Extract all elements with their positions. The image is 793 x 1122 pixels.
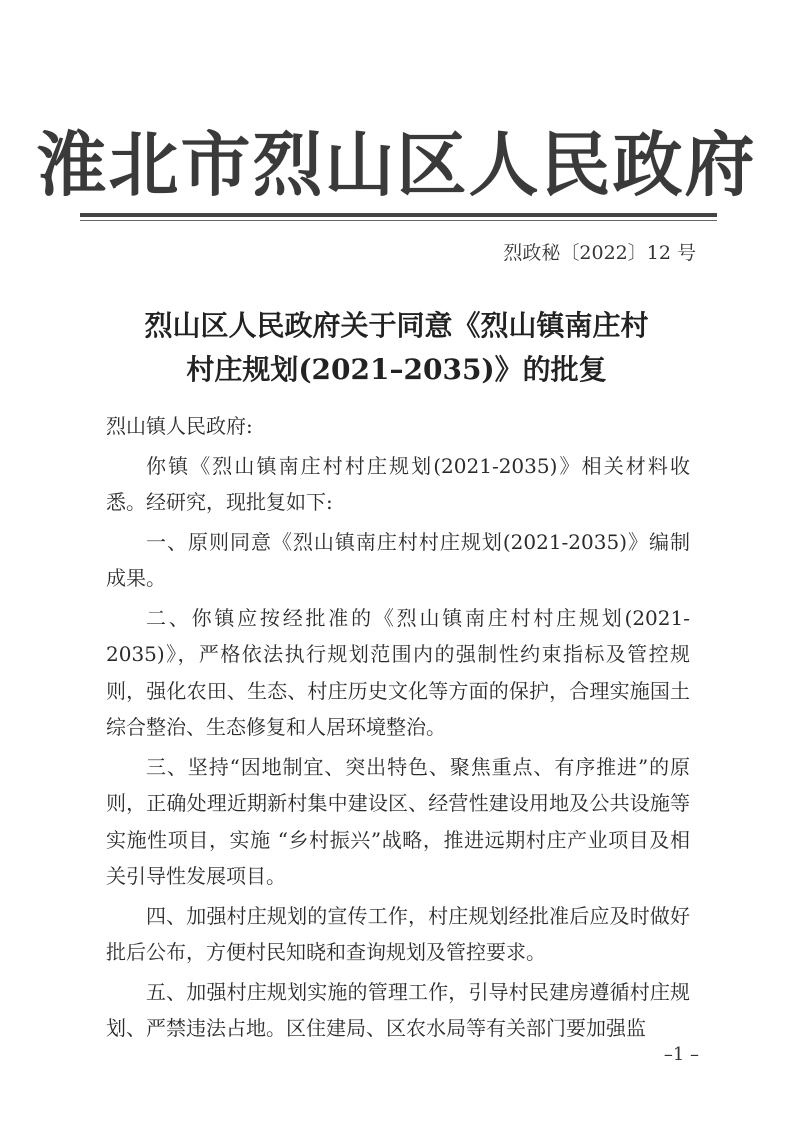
header-divider-thin [80, 220, 717, 221]
header-divider-thick [80, 213, 717, 217]
paragraph-item-3: 三、坚持“因地制宜、突出特色、聚焦重点、有序推进”的原则，正确处理近期新村集中建设区、经营性建设用地及公共设施等实施性项目，实施 “乡村振兴”战略，推进远期村庄产业项目及相关引导性发展项目。 [106, 754, 690, 888]
paragraph-item-4: 四、加强村庄规划的宣传工作，村庄规划经批准后应及时做好批后公布，方便村民知晓和查询规划及管控要求。 [106, 903, 690, 964]
salutation: 烈山镇人民政府: [106, 414, 253, 438]
document-title-line-1: 烈山区人民政府关于同意《烈山镇南庄村 [144, 309, 649, 342]
issuer-header: 淮北市烈山区人民政府 [36, 123, 757, 206]
paragraph-item-2: 二、你镇应按经批准的《烈山镇南庄村村庄规划(2021-2035)》，严格依法执行规划范围内的强制性约束指标及管控规则，强化农田、生态、村庄历史文化等方面的保护，合理实施国土综合整治、生态修复和人居环境整治。 [106, 605, 690, 739]
page-number: –1 – [663, 1044, 699, 1065]
document-number: 烈政秘〔2022〕12 号 [503, 242, 696, 264]
document-title [0, 304, 793, 392]
paragraph-intro: 你镇《烈山镇南庄村村庄规划(2021-2035)》相关材料收悉。经研究，现批复如下: [106, 453, 690, 514]
paragraph-item-5: 五、加强村庄规划实施的管理工作，引导村民建房遵循村庄规划、严禁违法占地。区住建局、区农水局等有关部门要加强监 [106, 979, 690, 1040]
paragraph-item-1: 一、原则同意《烈山镇南庄村村庄规划(2021-2035)》编制成果。 [106, 529, 690, 590]
document-title-line-2: 村庄规划(2021–2035)》的批复 [186, 353, 607, 386]
document-body [106, 408, 690, 1047]
